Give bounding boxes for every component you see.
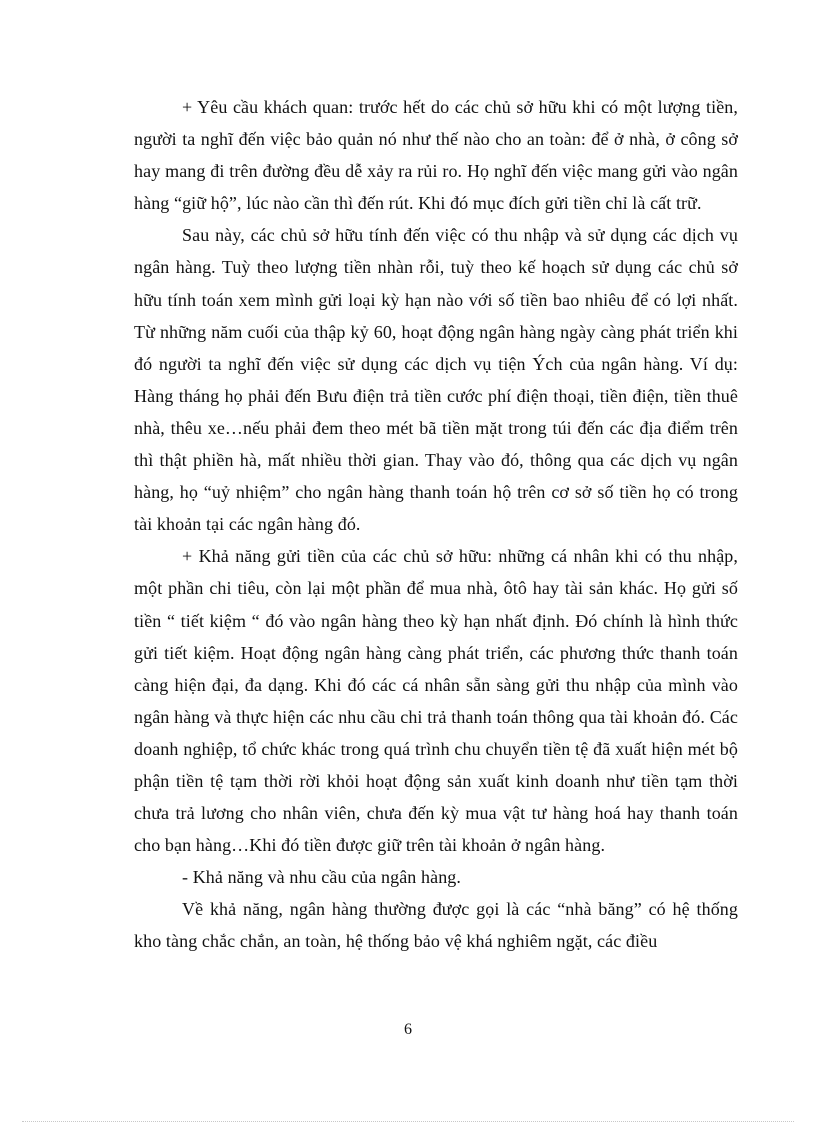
paragraph-later-usage: Sau này, các chủ sở hữu tính đến việc có thu nhập và sử dụng các dịch vụ ngân hàng. Tuỳ theo lượng tiền nhàn rỗi, tuỳ theo kế hoạch sử dụng các chủ sở hữu tính toán xem mình gửi loại kỳ hạn nào với số tiền bao nhiêu để có lợi nhất. Từ những năm cuối của thập kỷ 60, hoạt động ngân hàng ngày càng phát triển khi đó người ta nghĩ đến việc sử dụng các dịch vụ tiện Ých của ngân hàng. Ví dụ: Hàng tháng họ phải đến Bưu điện trả tiền cước phí điện thoại, tiền điện, tiền thuê nhà, thêu xe…nếu phải đem theo mét bã tiền mặt trong túi đến các địa điểm trên thì thật phiền hà, mất nhiều thời gian. Thay vào đó, thông qua các dịch vụ ngân hàng, họ “uỷ nhiệm” cho ngân hàng thanh toán hộ trên cơ sở số tiền họ có trong tài khoản tại các ngân hàng đó. [134, 225, 738, 535]
page-divider [22, 1121, 794, 1122]
paragraph-bank-capability: Về khả năng, ngân hàng thường được gọi là các “nhà băng” có hệ thống kho tàng chắc chắn, an toàn, hệ thống bảo vệ khá nghiêm ngặt, các điều [134, 899, 738, 952]
paragraph-deposit-capability: + Khả năng gửi tiền của các chủ sở hữu: những cá nhân khi có thu nhập, một phần chi tiêu, còn lại một phần để mua nhà, ôtô hay tài sản khác. Họ gửi số tiền “ tiết kiệm “ đó vào ngân hàng theo kỳ hạn nhất định. Đó chính là hình thức gửi tiết kiệm. Hoạt động ngân hàng càng phát triển, các phương thức thanh toán càng hiện đại, đa dạng. Khi đó các cá nhân sẵn sàng gửi thu nhập của mình vào ngân hàng và thực hiện các nhu cầu chi trả thanh toán thông qua tài khoản đó. Các doanh nghiệp, tổ chức khác trong quá trình chu chuyển tiền tệ đã xuất hiện mét bộ phận tiền tệ tạm thời rời khỏi hoạt động sản xuất kinh doanh như tiền tạm thời chưa trả lương cho nhân viên, chưa đến kỳ mua vật tư hàng hoá hay thanh toán cho bạn hàng…Khi đó tiền được giữ trên tài khoản ở ngân hàng. [134, 546, 738, 856]
paragraph-objective-requirement: + Yêu cầu khách quan: trước hết do các chủ sở hữu khi có một lượng tiền, người ta nghĩ đến việc bảo quản nó như thế nào cho an toàn: để ở nhà, ở công sở hay mang đi trên đường đều dễ xảy ra rủi ro. Họ nghĩ đến việc mang gửi vào ngân hàng “giữ hộ”, lúc nào cần thì đến rút. Khi đó mục đích gửi tiền chỉ là cất trữ. [134, 97, 738, 214]
document-body [134, 91, 738, 958]
paragraph-bank-capability-heading: - Khả năng và nhu cầu của ngân hàng. [182, 867, 461, 888]
page-number: 6 [404, 1021, 412, 1038]
